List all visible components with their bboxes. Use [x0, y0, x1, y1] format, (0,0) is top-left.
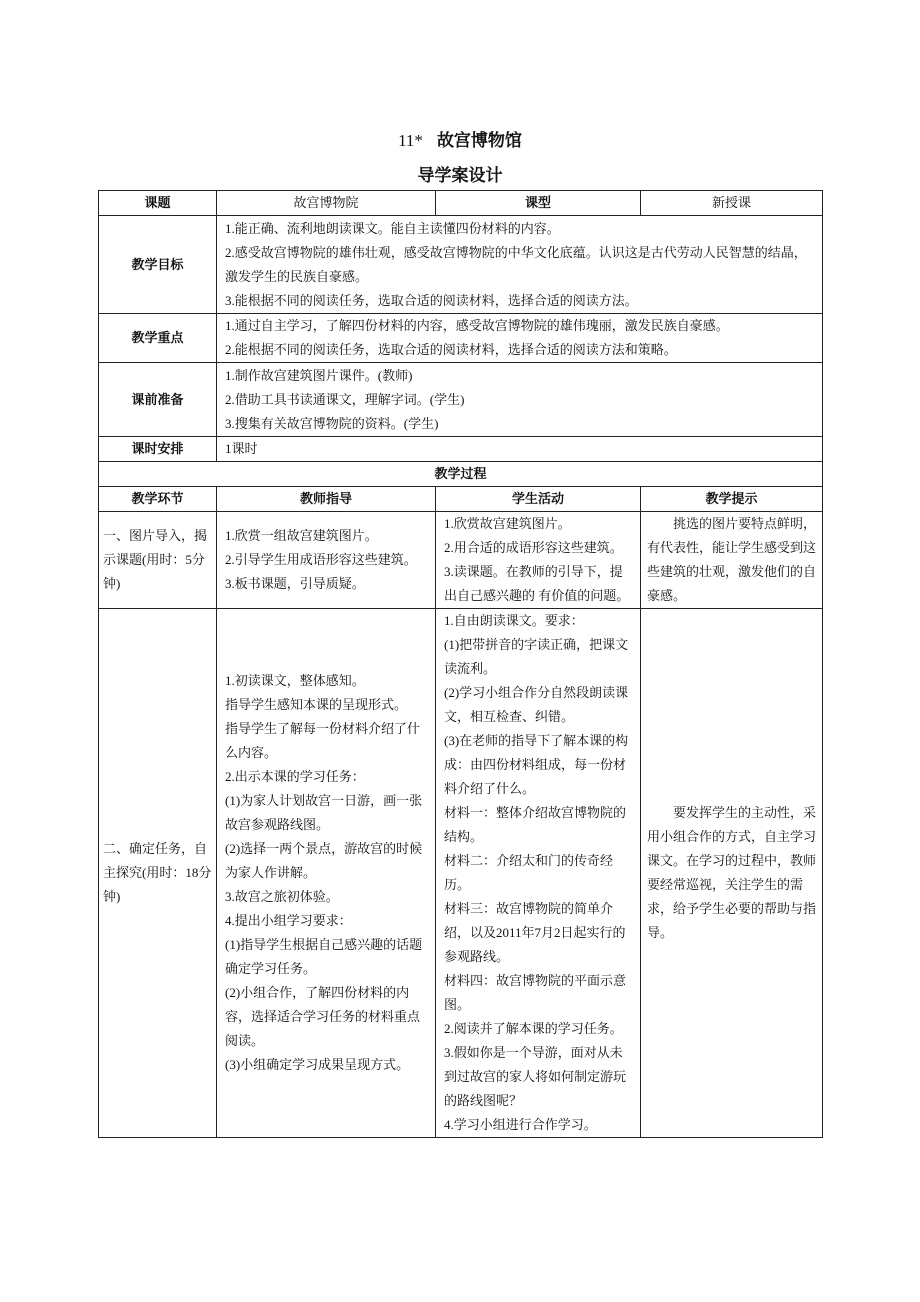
- process-header-row: [99, 487, 823, 512]
- goal-item: 3.能根据不同的阅读任务，选取合适的阅读材料，选择合适的阅读方法。: [225, 292, 638, 308]
- teacher-item: 1.初读课文，整体感知。: [225, 673, 365, 688]
- stage-cell: 一、图片导入，揭示课题(用时：5分钟): [99, 512, 217, 609]
- topic-row: [99, 191, 823, 216]
- teacher-item: 2.引导学生用成语形容这些建筑。: [225, 552, 417, 567]
- goals-label: 教学目标: [99, 216, 217, 314]
- document-subtitle: 导学案设计: [417, 166, 503, 185]
- focus-item: 2.能根据不同的阅读任务，选取合适的阅读材料，选择合适的阅读方法和策略。: [225, 342, 677, 357]
- student-cell: [436, 609, 641, 1138]
- process-heading: 教学过程: [99, 462, 823, 487]
- student-cell: [436, 512, 641, 609]
- column-header: 教学提示: [641, 487, 823, 512]
- student-item: 1.欣赏故宫建筑图片。: [444, 516, 571, 531]
- student-item: 材料四：故宫博物院的平面示意图。: [444, 973, 627, 1012]
- teacher-item: 3.板书课题，引导质疑。: [225, 576, 365, 591]
- prep-item: 3.搜集有关故宫博物院的资料。(学生): [225, 415, 439, 431]
- teacher-item: (3)小组确定学习成果呈现方式。: [225, 1057, 410, 1072]
- teacher-item: 4.提出小组学习要求：: [225, 913, 352, 928]
- column-header: 学生活动: [436, 487, 641, 512]
- teacher-item: (2)选择一两个景点，游故宫的时候为家人作讲解。: [225, 841, 423, 880]
- process-heading-row: [99, 462, 823, 487]
- prep-label: 课前准备: [99, 363, 217, 437]
- schedule-row: [99, 437, 823, 462]
- column-header: 教学环节: [99, 487, 217, 512]
- student-item: (1)把带拼音的字读正确，把课文读流利。: [444, 637, 629, 676]
- document-title: [0, 126, 920, 151]
- topic-label: 课题: [99, 191, 217, 216]
- process-row: [99, 512, 823, 609]
- focus-row: [99, 314, 823, 363]
- focus-list: [217, 314, 823, 363]
- student-item: 4.学习小组进行合作学习。: [444, 1117, 597, 1132]
- teacher-item: 指导学生感知本课的呈现形式。: [225, 697, 408, 712]
- student-item: 2.用合适的成语形容这些建筑。: [444, 540, 623, 555]
- teacher-cell: [217, 512, 436, 609]
- column-header: 教师指导: [217, 487, 436, 512]
- focus-label: 教学重点: [99, 314, 217, 363]
- process-row: [99, 609, 823, 1138]
- lesson-number: 11*: [398, 131, 423, 150]
- student-item: 材料一：整体介绍故宫博物院的结构。: [444, 805, 627, 844]
- schedule-label: 课时安排: [99, 437, 217, 462]
- student-item: (3)在老师的指导下了解本课的构成：由四份材料组成，每一份材料介绍了什么。: [444, 733, 629, 796]
- teacher-item: (1)为家人计划故宫一日游，画一张故宫参观路线图。: [225, 793, 423, 832]
- teacher-item: 2.出示本课的学习任务：: [225, 769, 365, 784]
- teacher-item: (2)小组合作，了解四份材料的内容，选择适合学习任务的材料重点阅读。: [225, 985, 421, 1048]
- student-item: 材料三：故宫博物院的简单介绍，以及2011年7月2日起实行的参观路线。: [444, 901, 626, 964]
- student-item: 3.假如你是一个导游，面对从未到过故宫的家人将如何制定游玩的路线图呢？: [444, 1045, 627, 1108]
- lesson-title: 故宫博物馆: [436, 131, 522, 150]
- teacher-item: 1.欣赏一组故宫建筑图片。: [225, 528, 378, 543]
- student-item: (2)学习小组合作分自然段朗读课文，相互检查、纠错。: [444, 685, 629, 724]
- prep-row: [99, 363, 823, 437]
- lesson-plan-table: [98, 190, 823, 1138]
- topic-value: 故宫博物院: [217, 191, 436, 216]
- type-value: 新授课: [641, 191, 823, 216]
- teacher-cell: [217, 609, 436, 1138]
- tip-cell: 挑选的图片要特点鲜明，有代表性，能让学生感受到这些建筑的壮观，激发他们的自豪感。: [641, 512, 823, 609]
- prep-list: [217, 363, 823, 437]
- student-item: 材料二：介绍太和门的传奇经历。: [444, 853, 614, 892]
- goal-item: 1.能正确、流利地朗读课文。能自主读懂四份材料的内容。: [225, 220, 560, 236]
- teacher-item: (1)指导学生根据自己感兴趣的话题确定学习任务。: [225, 937, 423, 976]
- goals-row: [99, 216, 823, 314]
- student-item: 2.阅读并了解本课的学习任务。: [444, 1021, 623, 1036]
- prep-item: 1.制作故宫建筑图片课件。(教师): [225, 367, 413, 383]
- schedule-value: 1课时: [217, 437, 823, 462]
- student-item: 1.自由朗读课文。要求：: [444, 613, 584, 628]
- goals-list: [217, 216, 823, 314]
- student-item: 3.读课题。在教师的引导下，提出自己感兴趣的 有价值的问题。: [444, 564, 630, 603]
- type-label: 课型: [436, 191, 641, 216]
- teacher-item: 3.故宫之旅初体验。: [225, 889, 339, 904]
- stage-cell: 二、确定任务，自主探究(用时：18分钟): [99, 609, 217, 1138]
- goal-item: 2.感受故宫博物院的雄伟壮观，感受故宫博物院的中华文化底蕴。认识这是古代劳动人民智慧的结晶，激发学生的民族自豪感。: [225, 244, 807, 284]
- prep-item: 2.借助工具书读通课文，理解字词。(学生): [225, 391, 465, 407]
- tip-cell: 要发挥学生的主动性，采用小组合作的方式，自主学习课文。在学习的过程中，教师要经常巡视，关注学生的需求，给予学生必要的帮助与指导。: [641, 609, 823, 1138]
- teacher-item: 指导学生了解每一份材料介绍了什么内容。: [225, 721, 421, 760]
- focus-item: 1.通过自主学习，了解四份材料的内容，感受故宫博物院的雄伟瑰丽，激发民族自豪感。: [225, 318, 729, 333]
